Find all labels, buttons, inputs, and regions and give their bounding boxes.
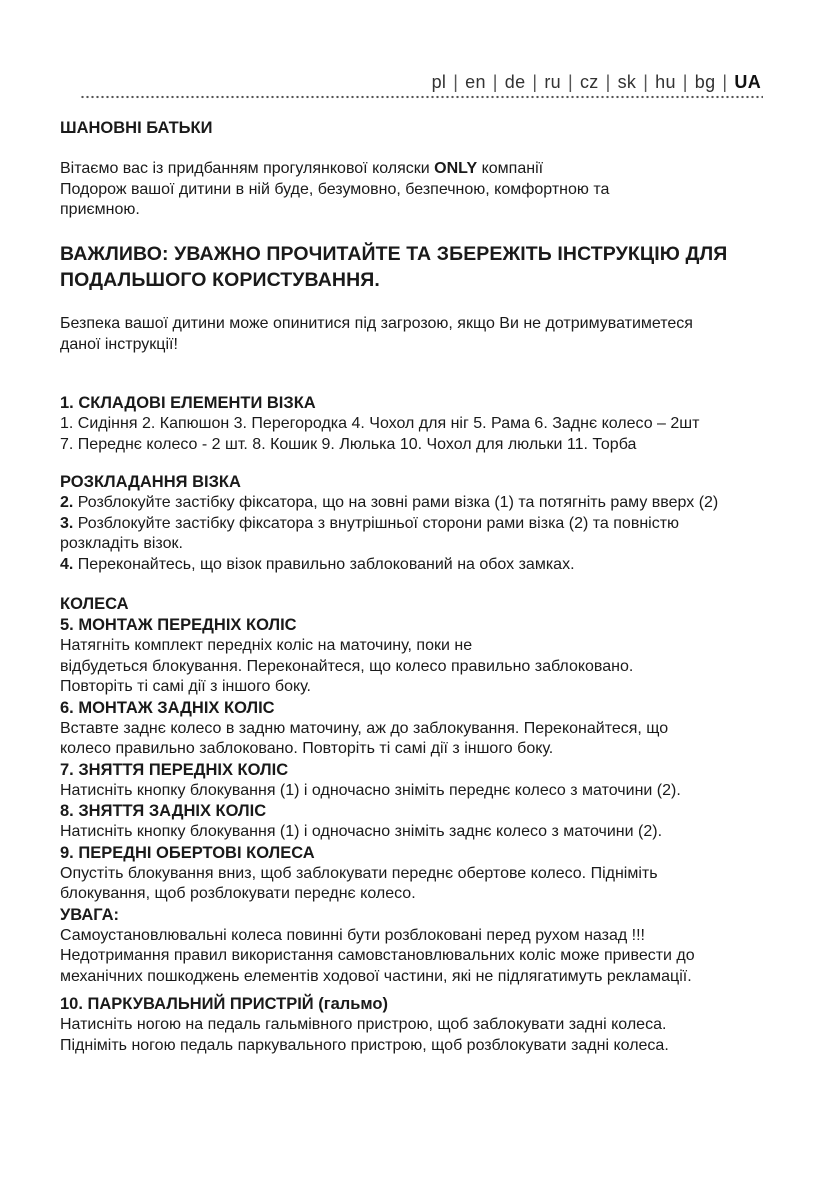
important-notice [60,241,785,293]
step-text: Розблокуйте застібку фіксатора з внутрішньої сторони рами візка (2) та повністю [73,514,680,532]
lang-separator: | [643,72,649,92]
unfolding-step [60,493,785,514]
lang-separator: | [453,72,459,92]
intro-section [60,118,785,221]
intro-line-1 [60,159,785,180]
warning-title: УВАГА: [60,905,119,924]
lang-separator: | [722,72,728,92]
intro-line-1-text: Вітаємо вас із придбанням прогулянкової коляски [60,160,435,177]
unfolding-step [60,514,785,535]
step-text: Переконайтесь, що візок правильно заблокований на обох замках. [73,555,575,573]
lang-en[interactable]: en [465,72,486,92]
intro-line-3: приємною. [60,201,140,218]
rear-wheels-mount-line: Вставте заднє колесо в задню маточину, аж до заблокування. Переконайтеся, що [60,719,669,737]
intro-line-1-end: компанії [477,160,544,177]
front-wheels-mount-line: Повторіть ті самі дії з іншого боку. [60,678,311,695]
rear-wheels-removal-line: Натисніть кнопку блокування (1) і одночасно зніміть заднє колесо з маточини (2). [60,823,663,840]
lang-separator: | [682,72,688,92]
brand-name: ONLY [434,160,478,177]
lang-ru[interactable]: ru [544,72,561,92]
dotted-divider [80,95,763,99]
front-wheels-removal-line: Натисніть кнопку блокування (1) і одночасно зніміть переднє колесо з маточини (2). [60,781,681,799]
warning-line: Недотримання правил використання самовстановлювальних коліс може привести до [60,947,695,964]
unfolding-title: РОЗКЛАДАННЯ ВІЗКА [60,473,241,491]
intro-title: ШАНОВНІ БАТЬКИ [60,119,213,137]
wheels-title: КОЛЕСА [60,595,129,613]
warning-line: Самоустановлювальні колеса повинні бути розблоковані перед рухом назад !!! [60,926,645,944]
lang-separator: | [532,72,538,92]
rear-wheels-mount-line: колесо правильно заблоковано. Повторіть ті самі дії з іншого боку. [60,740,554,757]
front-wheels-mount-line: Натягніть комплект передніх коліс на маточину, поки не [60,637,473,654]
unfolding-step [60,534,785,555]
lang-hu[interactable]: hu [655,72,676,92]
rear-wheels-removal-title: 8. ЗНЯТТЯ ЗАДНІХ КОЛІС [60,802,267,820]
safety-line-1: Безпека вашої дитини може опинитися під загрозою, якщо Ви не дотримуватиметеся [60,315,693,332]
lang-bg[interactable]: bg [694,72,716,92]
step-number: 2. [60,494,74,511]
language-bar [432,72,761,93]
step-number: 4. [60,555,74,573]
important-line-1: ВАЖЛИВО: УВАЖНО ПРОЧИТАЙТЕ ТА ЗБЕРЕЖІТЬ ІНСТРУКЦІЮ ДЛЯ [60,243,728,265]
step-number: 3. [60,514,74,532]
swivel-wheels-line: Опустіть блокування вниз, щоб заблокувати переднє обертове колесо. Підніміть [60,864,658,882]
important-line-2: ПОДАЛЬШОГО КОРИСТУВАННЯ. [60,269,380,291]
components-line-2: 7. Переднє колесо - 2 шт. 8. Кошик 9. Люлька 10. Чохол для люльки 11. Торба [60,435,637,453]
safety-line-2: даної інструкції! [60,335,178,353]
parking-line: Підніміть ногою педаль паркувального пристрою, щоб розблокувати задні колеса. [60,1036,669,1054]
lang-ua-active[interactable]: UA [734,72,761,92]
step-text: Розблокуйте застібку фіксатора, що на зовні рами візка (1) та потягніть раму вверх (2) [73,494,719,511]
safety-warning [60,314,785,355]
intro-line-2: Подорож вашої дитини в ній буде, безумовно, безпечною, комфортною та [60,180,610,198]
parking-line: Натисніть ногою на педаль гальмівного пристрою, щоб заблокувати задні колеса. [60,1016,667,1033]
rear-wheels-mount-title: 6. МОНТАЖ ЗАДНІХ КОЛІС [60,698,275,717]
components-line-1: 1. Сидіння 2. Капюшон 3. Перегородка 4. Чохол для ніг 5. Рама 6. Заднє колесо – 2шт [60,415,700,432]
components-title: 1. СКЛАДОВІ ЕЛЕМЕНТИ ВІЗКА [60,394,316,412]
front-wheels-mount-line: відбудеться блокування. Переконайтеся, що колесо правильно заблоковано. [60,657,634,675]
step-text: розкладіть візок. [60,535,183,552]
parking-section [60,994,785,1056]
unfolding-step [60,555,785,576]
lang-separator: | [492,72,498,92]
lang-de[interactable]: de [504,72,526,92]
swivel-wheels-title: 9. ПЕРЕДНІ ОБЕРТОВІ КОЛЕСА [60,843,315,862]
lang-separator: | [605,72,611,92]
parking-title: 10. ПАРКУВАЛЬНИЙ ПРИСТРІЙ (гальмо) [60,995,388,1013]
unfolding-section [60,472,785,575]
components-section [60,393,785,455]
front-wheels-removal-title: 7. ЗНЯТТЯ ПЕРЕДНІХ КОЛІС [60,760,289,779]
swivel-wheels-line: блокування, щоб розблокувати переднє колесо. [60,885,416,902]
lang-pl[interactable]: pl [431,72,447,92]
front-wheels-mount-title: 5. МОНТАЖ ПЕРЕДНІХ КОЛІС [60,616,297,634]
lang-cz[interactable]: cz [579,72,599,92]
lang-sk[interactable]: sk [617,72,637,92]
wheels-section [60,594,785,987]
lang-separator: | [568,72,573,92]
warning-line: механічних пошкоджень елементів ходової частини, які не підлягатимуть рекламації. [60,967,692,985]
